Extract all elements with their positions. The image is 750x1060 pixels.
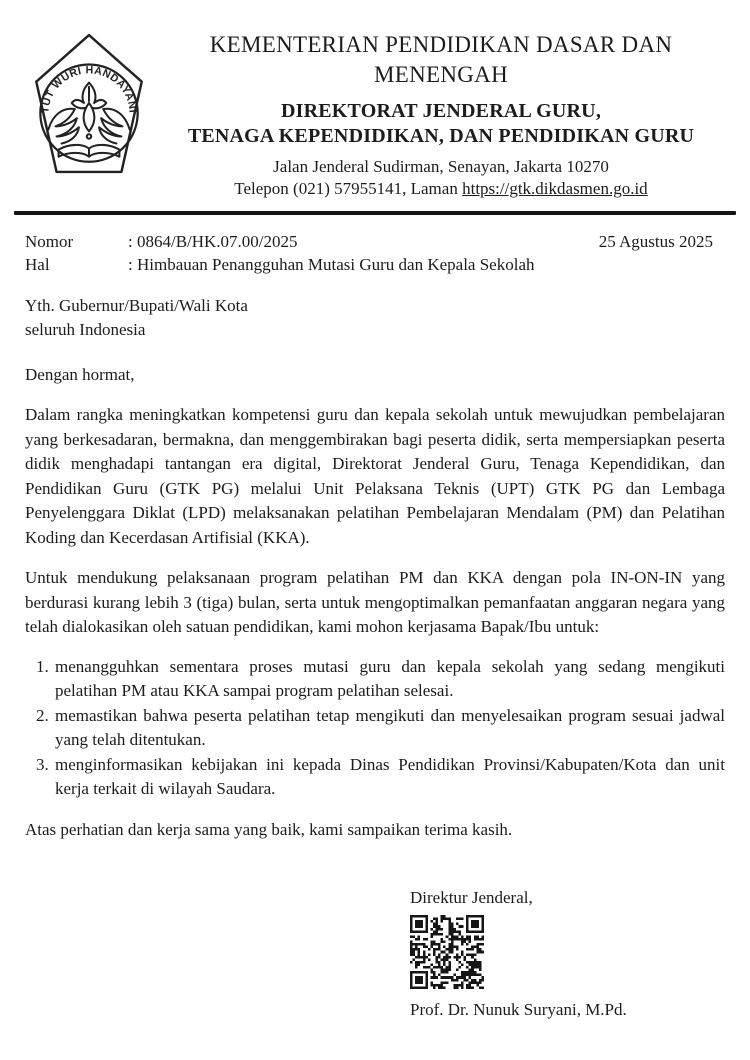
letter-date: 25 Agustus 2025 — [598, 231, 713, 251]
letter-meta — [25, 230, 725, 277]
recipient-block — [25, 294, 725, 343]
letterhead-text — [154, 30, 728, 200]
tut-wuri-handayani-logo — [28, 30, 154, 200]
contact-prefix: Telepon (021) 57955141, Laman — [234, 178, 463, 198]
directorate-name-line2: TENAGA KEPENDIDIKAN, DAN PENDIDIKAN GURU — [187, 124, 695, 147]
website-link[interactable]: https://gtk.dikdasmen.go.id — [462, 178, 648, 198]
ministry-name — [154, 30, 728, 90]
directorate-name — [154, 99, 728, 149]
letter-body — [25, 294, 725, 1023]
signature-block — [410, 886, 725, 1022]
hal-label: Hal — [25, 255, 50, 275]
office-contact — [154, 178, 728, 200]
salutation: Dengan hormat, — [25, 364, 135, 384]
nomor-value: : 0864/B/HK.07.00/2025 — [128, 231, 298, 251]
logo-motto-text: TUT WURI HANDAYANI — [39, 64, 139, 114]
list-item: 3. menginformasikan kebijakan ini kepada Dinas Pendidikan Provinsi/Kabupaten/Kota dan unit kerja terkait di wilayah Saudara. — [53, 753, 725, 802]
ministry-name-line1: KEMENTERIAN PENDIDIKAN DASAR DAN — [209, 32, 673, 57]
recipient-line1: Yth. Gubernur/Bupati/Wali Kota — [25, 295, 248, 315]
ministry-name-line2: MENENGAH — [374, 61, 508, 87]
paragraph-2: Untuk mendukung pelaksanaan program pelatihan PM dan KKA dengan pola IN-ON-IN yang berdurasi kurang lebih 3 (tiga) bulan, serta untuk mengoptimalkan pemanfaatan anggaran negara yang telah dialokasikan oleh satuan pendidikan, kami mohon kerjasama Bapak/Ibu untuk: — [25, 568, 725, 637]
office-address: Jalan Jenderal Sudirman, Senayan, Jakarta 10270 — [273, 156, 609, 176]
letterhead-divider — [14, 211, 736, 215]
nomor-label: Nomor — [25, 231, 74, 251]
hal-value: : Himbauan Penangguhan Mutasi Guru dan Kepala Sekolah — [128, 255, 535, 275]
qr-code-signature — [410, 915, 484, 989]
paragraph-1: Dalam rangka meningkatkan kompetensi guru dan kepala sekolah untuk mewujudkan pembelajaran yang berkesadaran, bermakna, dan menggembirakan bagi peserta didik, serta mempersiapkan peserta didik menghadapi tantangan era digital, Direktorat Jenderal Guru, Tenaga Kependidikan, dan Pendidikan Guru (GTK PG) melalui Unit Pelaksana Teknis (UPT) GTK PG dan Lembaga Penyelenggara Diklat (LPD) melaksanakan pelatihan Pembelajaran Mendalam (PM) dan Pelatihan Koding dan Kecerdasan Artifisial (KKA). — [25, 405, 725, 547]
list-item: 1. menangguhkan sementara proses mutasi guru dan kepala sekolah yang sedang mengikuti pelatihan PM atau KKA sampai program pelatihan selesai. — [53, 655, 725, 704]
signer-title: Direktur Jenderal, — [410, 888, 533, 908]
list-item: 2. memastikan bahwa peserta pelatihan tetap mengikuti dan menyelesaikan program sesuai jadwal yang telah ditentukan. — [53, 704, 725, 753]
ministry-logo-icon — [28, 30, 150, 178]
closing-sentence: Atas perhatian dan kerja sama yang baik, kami sampaikan terima kasih. — [25, 819, 513, 839]
request-list — [25, 655, 725, 802]
letterhead — [0, 0, 750, 200]
recipient-line2: seluruh Indonesia — [25, 320, 146, 340]
signer-name: Prof. Dr. Nunuk Suryani, M.Pd. — [410, 1000, 627, 1020]
hal-row — [25, 253, 725, 277]
directorate-name-line1: DIREKTORAT JENDERAL GURU, — [280, 99, 602, 122]
